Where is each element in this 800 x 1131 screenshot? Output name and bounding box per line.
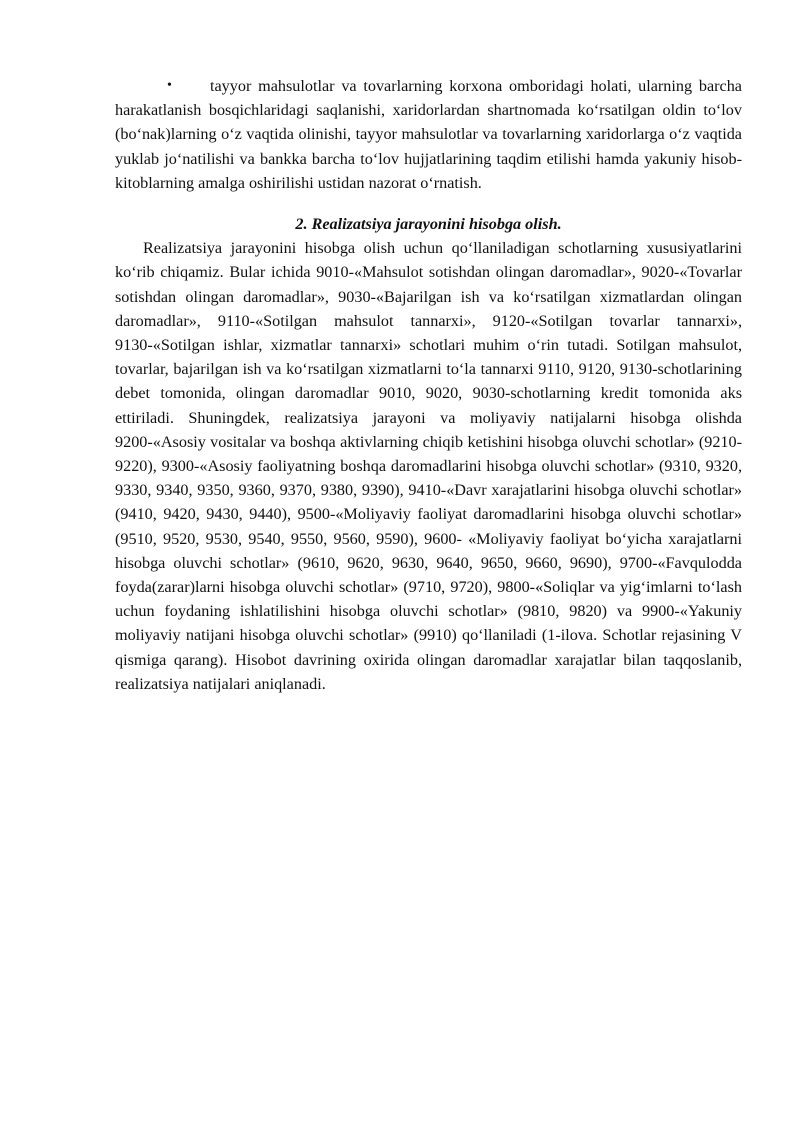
- bullet-list-item: [115, 74, 742, 195]
- section-paragraph: Realizatsiya jarayonini hisobga olish uchun qoʻllaniladigan schotlarning xususiyatlarini koʻrib chiqamiz. Bular ichida 9010-«Mahsulot sotishdan olingan daromadlar», 9020-«Tovarlar sotishdan olingan daromadlar», 9030-«Bajarilgan ish va koʻrsatilgan xizmatlardan olingan daromadlar», 9110-«Sotilgan mahsulot tannarxi», 9120-«Sotilgan tovarlar tannarxi», 9130-«Sotilgan ishlar, xizmatlar tannarxi» schotlari muhim oʻrin tutadi. Sotilgan mahsulot, tovarlar, bajarilgan ish va koʻrsatilgan xizmatlarni toʻla tannarxi 9110, 9120, 9130-schotlarining debet tomonida, olingan daromadlar 9010, 9020, 9030-schotlarning kredit tomonida aks ettiriladi. Shuningdek, realizatsiya jarayoni va moliyaviy natijalarni hisobga olishda 9200-«Asosiy vositalar va boshqa aktivlarning chiqib ketishini hisobga oluvchi schotlar» (9210-9220), 9300-«Asosiy faoliyatning boshqa daromadlarini hisobga oluvchi schotlar» (9310, 9320, 9330, 9340, 9350, 9360, 9370, 9380, 9390), 9410-«Davr xarajatlarini hisobga oluvchi schotlar» (9410, 9420, 9430, 9440), 9500-«Moliyaviy faoliyat daromadlarini hisobga oluvchi schotlar» (9510, 9520, 9530, 9540, 9550, 9560, 9590), 9600- «Moliyaviy faoliyat boʻyicha xarajatlarni hisobga oluvchi schotlar» (9610, 9620, 9630, 9640, 9650, 9660, 9690), 9700-«Favqulodda foyda(zarar)larni hisobga oluvchi schotlar» (9710, 9720), 9800-«Soliqlar va yigʻimlarni toʻlash uchun foydaning ishlatilishini hisobga oluvchi schotlar» (9810, 9820) va 9900-«Yakuniy moliyaviy natijani hisobga oluvchi schotlar» (9910) qoʻllaniladi (1-ilova. Schotlar rejasining V qismiga qarang). Hisobot davrining oxirida olingan daromadlar xarajatlar bilan taqqoslanib, realizatsiya natijalari aniqlanadi.: [115, 239, 742, 693]
- section-heading: 2. Realizatsiya jarayonini hisobga olish.: [295, 215, 562, 234]
- document-page: [115, 74, 742, 696]
- bullet-marker: •: [167, 78, 172, 93]
- bullet-text: tayyor mahsulotlar va tovarlarning korxona omboridagi holati, ularning barcha harakatlanish bosqichlaridagi saqlanishi, xaridorlardan shartnomada koʻrsatilgan oldin toʻlov (boʻnak)larning oʻz vaqtida olinishi, tayyor mahsulotlar va tovarlarning xaridorlarga oʻz vaqtida yuklab joʻnatilishi va bankka barcha toʻlov hujjatlarining taqdim etilishi hamda yakuniy hisob-kitoblarning amalga oshirilishi ustidan nazorat oʻrnatish.: [115, 77, 742, 192]
